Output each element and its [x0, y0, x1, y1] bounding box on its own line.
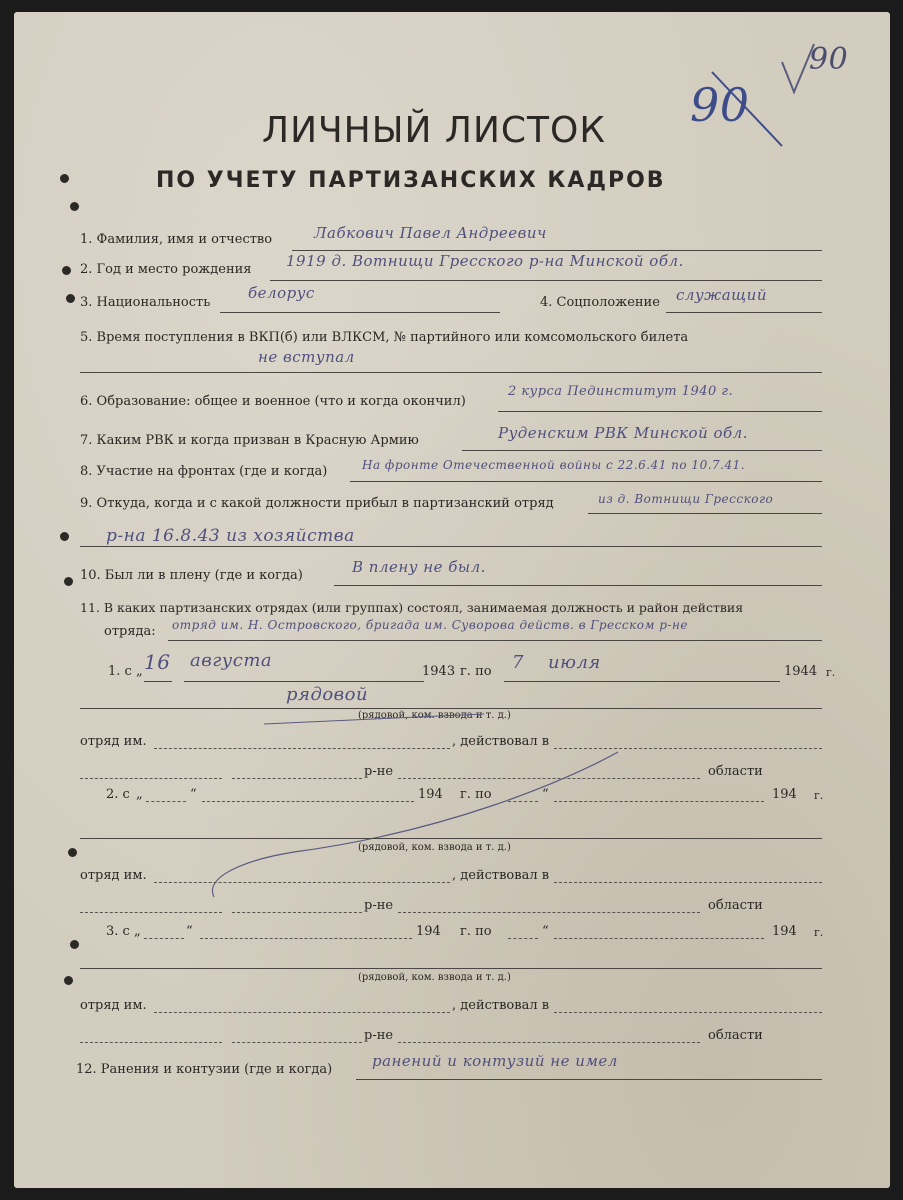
entry-1-month: августа: [190, 650, 273, 671]
entry-2-quote-close-2: “: [542, 787, 549, 802]
field-9-label: 9. Откуда, когда и с какой должности прибыл в партизанский отряд: [80, 496, 554, 511]
entry-2-quote: „: [136, 787, 143, 802]
entry-3-district-line-a: [80, 1042, 222, 1043]
entry-2-position-line: [80, 838, 822, 839]
punch-hole: [60, 532, 69, 541]
field-11-line: [168, 640, 822, 641]
form-sheet: [14, 12, 890, 1188]
entry-3-to-line: [554, 938, 764, 939]
field-6-line: [498, 411, 822, 412]
entry-3-acted-line: [554, 1012, 822, 1013]
field-10-line: [334, 585, 822, 586]
entry-1-to-line: [504, 681, 780, 682]
field-2-value: 1919 д. Вотнищи Гресского р-на Минской обл.: [286, 252, 684, 270]
field-2-line: [270, 280, 822, 281]
field-5-value: не вступал: [258, 348, 355, 366]
punch-hole: [62, 266, 71, 275]
field-5-line: [80, 372, 822, 373]
entry-2-year-from: 194: [418, 787, 443, 802]
entry-1-position: рядовой: [286, 684, 369, 705]
punch-hole: [68, 848, 77, 857]
field-12-line: [356, 1079, 822, 1080]
field-1-label: 1. Фамилия, имя и отчество: [80, 232, 273, 247]
field-1-value: Лабкович Павел Андреевич: [314, 224, 547, 242]
field-10-value: В плену не был.: [352, 558, 486, 576]
entry-3-region-label: области: [708, 1028, 763, 1043]
entry-3-to-label: г. по: [460, 924, 492, 939]
field-6-label: 6. Образование: общее и военное (что и когда окончил): [80, 394, 466, 409]
field-11-value: отряд им. Н. Островского, бригада им. Суворова действ. в Гресском р-не: [172, 618, 688, 632]
entry-2-rank-caption: (рядовой, ком. взвода и т. д.): [358, 842, 511, 853]
entry-3-year-to: 194: [772, 924, 797, 939]
entry-1-month-line: [184, 681, 424, 682]
strike-through-icon: [702, 64, 792, 154]
entry-2-g: г.: [814, 789, 824, 802]
entry-2-district-line-a: [80, 912, 222, 913]
punch-hole: [64, 976, 73, 985]
field-5-label: 5. Время поступления в ВКП(б) или ВЛКСМ, № партийного или комсомольского билета: [80, 330, 689, 345]
field-4-value: служащий: [676, 286, 767, 304]
form-subtitle: ПО УЧЕТУ ПАРТИЗАНСКИХ КАДРОВ: [156, 168, 666, 193]
field-12-label: 12. Ранения и контузии (где и когда): [76, 1062, 333, 1077]
field-1-line: [292, 250, 822, 251]
entry-1-detachment-label: отряд им.: [80, 734, 147, 749]
field-9-value-1: из д. Вотнищи Гресского: [598, 492, 774, 506]
entry-1-number: 1. с: [108, 664, 132, 679]
entry-2-acted-line: [554, 882, 822, 883]
entry-2-district-line-b: [232, 912, 362, 913]
entry-1-year-from: 1943: [422, 664, 456, 679]
entry-2-year-to: 194: [772, 787, 797, 802]
entry-1-rank-caption: (рядовой, ком. взвода и т. д.): [358, 710, 511, 721]
entry-2-district-label: р-не: [364, 898, 394, 913]
entry-1-month-to: июля: [548, 652, 601, 673]
entry-1-position-line: [80, 708, 822, 709]
entry-2-number: 2. с: [106, 787, 130, 802]
entry-1-to-label: г. по: [460, 664, 492, 679]
field-4-line: [666, 312, 822, 313]
entry-3-position-line: [80, 968, 822, 969]
entry-2-region-line: [398, 912, 700, 913]
entry-1-g: г.: [826, 666, 836, 679]
entry-2-month-line: [202, 801, 414, 802]
field-8-label: 8. Участие на фронтах (где и когда): [80, 464, 328, 479]
field-9-line-1: [588, 513, 822, 514]
entry-3-detachment-line: [154, 1012, 450, 1013]
entry-1-year-to: 1944: [784, 664, 818, 679]
entry-3-rank-caption: (рядовой, ком. взвода и т. д.): [358, 972, 511, 983]
entry-1-day: 16: [144, 650, 171, 674]
entry-3-day-line: [144, 938, 184, 939]
field-6-value: 2 курса Пединститут 1940 г.: [508, 384, 734, 399]
field-8-line: [350, 481, 822, 482]
entry-3-detachment-label: отряд им.: [80, 998, 147, 1013]
scribbled-number: 90: [690, 78, 750, 132]
entry-3-quote-close: “: [186, 924, 193, 939]
field-11-label-1: 11. В каких партизанских отрядах (или группах) состоял, занимаемая должность и район действия: [80, 600, 744, 615]
field-3-label: 3. Национальность: [80, 295, 211, 310]
field-7-value: Руденским РВК Минской обл.: [498, 424, 748, 442]
entry-1-day-to: 7: [512, 652, 524, 673]
field-10-label: 10. Был ли в плену (где и когда): [80, 568, 303, 583]
entry-3-g: г.: [814, 926, 824, 939]
entry-2-day-to-line: [508, 801, 538, 802]
form-title: ЛИЧНЫЙ ЛИСТОК: [262, 110, 606, 151]
field-2-label: 2. Год и место рождения: [80, 262, 252, 277]
field-11-label-2: отряда:: [104, 624, 156, 639]
field-7-line: [462, 450, 822, 451]
entry-3-region-line: [398, 1042, 700, 1043]
entry-1-region-label: области: [708, 764, 763, 779]
field-3-value: белорус: [248, 284, 315, 302]
field-8-value: На фронте Отечественной войны с 22.6.41 по 10.7.41.: [362, 458, 746, 472]
punch-hole: [70, 202, 79, 211]
entry-3-day-to-line: [508, 938, 538, 939]
entry-3-district-label: р-не: [364, 1028, 394, 1043]
entry-1-acted-label: , действовал в: [452, 734, 550, 749]
entry-1-day-line: [144, 681, 172, 682]
punch-hole: [60, 174, 69, 183]
entry-2-detachment-line: [154, 882, 450, 883]
entry-3-month-line: [200, 938, 412, 939]
field-4-label: 4. Соцположение: [540, 295, 660, 310]
entry-2-acted-label: , действовал в: [452, 868, 550, 883]
entry-2-quote-close: “: [190, 787, 197, 802]
field-9-line-2: [80, 546, 822, 547]
field-12-value: ранений и контузий не имел: [372, 1052, 618, 1070]
entry-3-year-from: 194: [416, 924, 441, 939]
entry-2-region-label: области: [708, 898, 763, 913]
entry-1-quote: „: [136, 664, 143, 679]
entry-3-acted-label: , действовал в: [452, 998, 550, 1013]
entry-3-number: 3. с: [106, 924, 130, 939]
entry-2-detachment-label: отряд им.: [80, 868, 147, 883]
punch-hole: [64, 577, 73, 586]
entry-2-to-line: [554, 801, 764, 802]
entry-3-quote: „: [134, 924, 141, 939]
field-3-line: [220, 312, 500, 313]
field-9-value-2: р-на 16.8.43 из хозяйства: [106, 526, 355, 546]
entry-2-day-line: [146, 801, 186, 802]
entry-3-district-line-b: [232, 1042, 362, 1043]
entry-3-quote-close-2: “: [542, 924, 549, 939]
entry-1-district-label: р-не: [364, 764, 394, 779]
punch-hole: [66, 294, 75, 303]
field-7-label: 7. Каким РВК и когда призван в Красную Армию: [80, 433, 419, 448]
archive-page-number: 90: [809, 42, 849, 77]
punch-hole: [70, 940, 79, 949]
entry-2-to-label: г. по: [460, 787, 492, 802]
